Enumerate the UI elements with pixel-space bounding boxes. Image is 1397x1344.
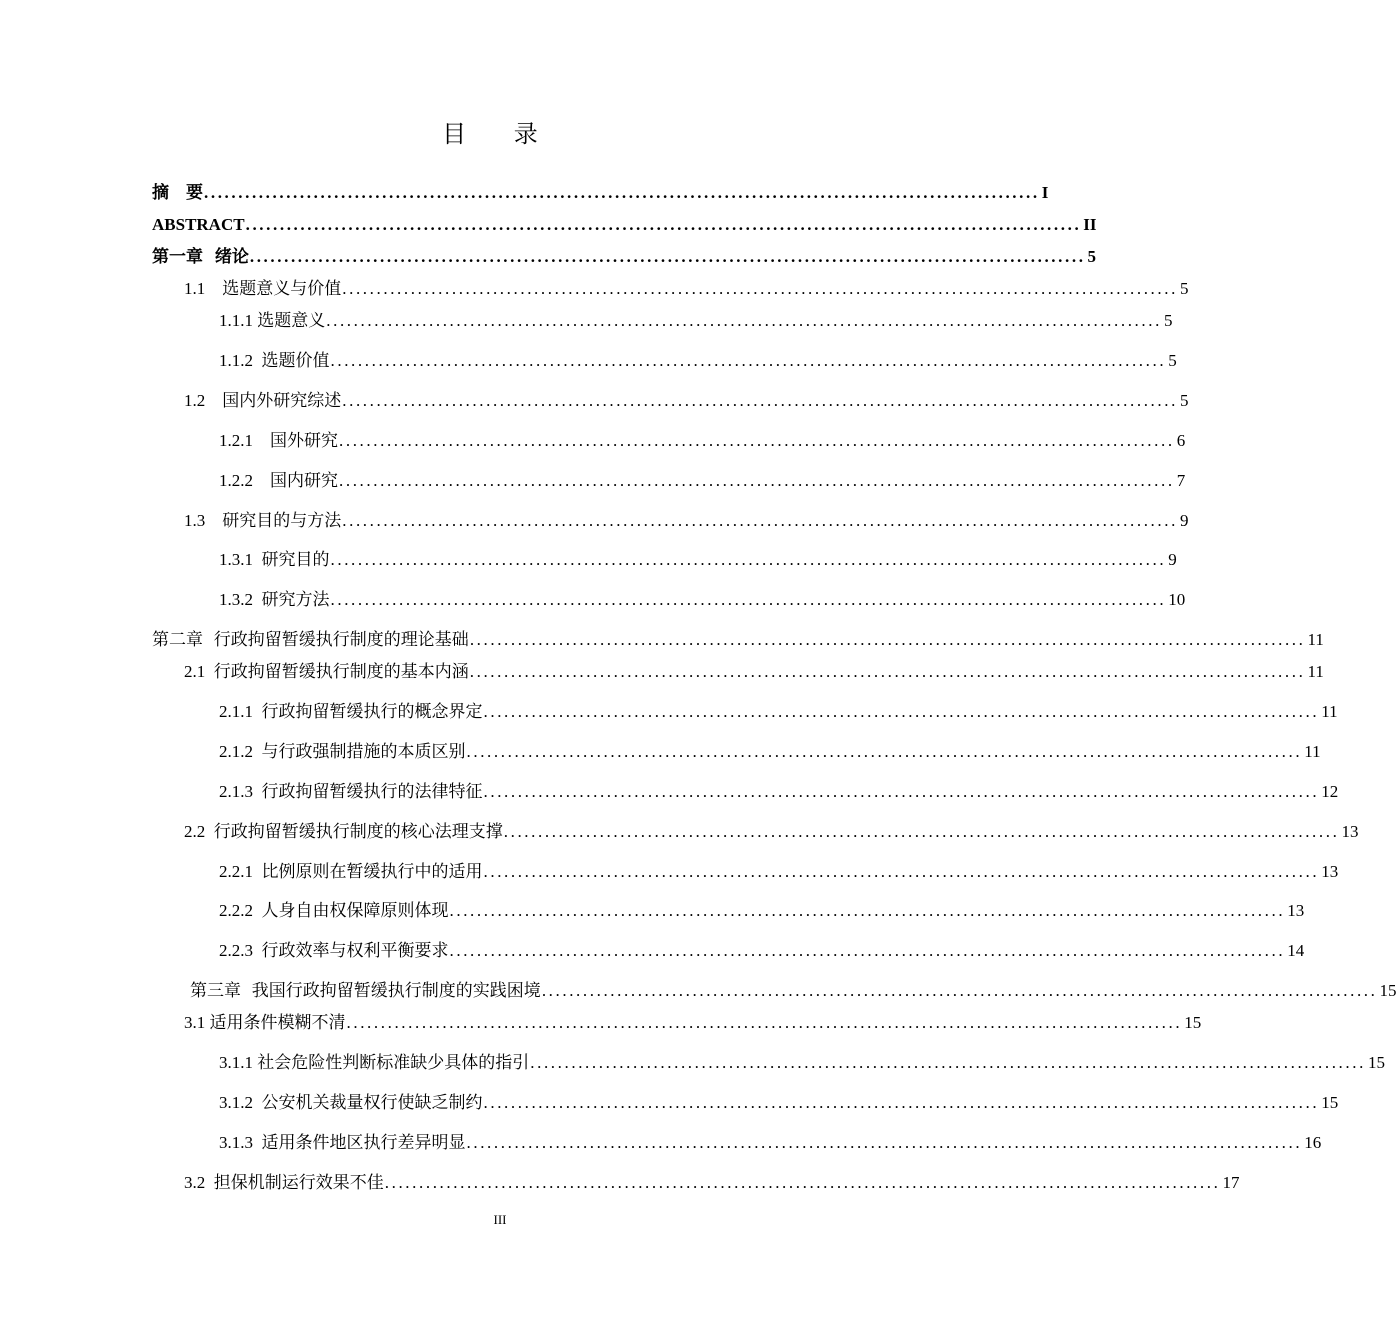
toc-entry-label: 1.2 国内外研究综述 [184,391,342,410]
toc-entry-label: 3.2 担保机制运行效果不佳 [184,1173,384,1192]
toc-entry-label: 1.1 选题意义与价值 [184,279,342,298]
toc-entry-page: 6 [1176,431,1186,450]
dot-leader: .......................................................................................................................... [483,702,1320,721]
dot-leader: .......................................................................................................................... [204,183,1040,202]
toc-entry-label: 3.1.2 公安机关裁量权行使缺乏制约 [219,1093,483,1112]
toc-entry-page: 15 [1367,1053,1385,1072]
toc-entry-1-3-2[interactable] [219,586,1186,614]
toc-entry-label: 2.2.3 行政效率与权利平衡要求 [219,941,449,960]
toc-entry-label: 第三章 我国行政拘留暂缓执行制度的实践困境 [190,981,541,1001]
toc-entry-label: 1.3.2 研究方法 [219,590,330,609]
toc-entry-page: 5 [1163,311,1173,330]
toc-entry-label: 第一章 绪论 [152,247,249,267]
page-number-footer: III [493,1212,507,1227]
toc-entry-abstract-en[interactable] [152,211,1097,239]
toc-entry-label: 3.1.3 适用条件地区执行差异明显 [219,1133,466,1152]
dot-leader: .......................................................................................................................... [342,279,1178,298]
toc-entry-label: 1.1.2 选题价值 [219,351,330,370]
toc-entry-3-2[interactable] [184,1169,1240,1197]
dot-leader: .......................................................................................................................... [469,630,1306,649]
dot-leader: .......................................................................................................................... [541,981,1378,1000]
toc-entry-2-2-2[interactable] [219,897,1305,925]
toc-entry-label: 2.2.1 比例原则在暂缓执行中的适用 [219,862,483,881]
dot-leader: .......................................................................................................................... [483,782,1320,801]
toc-entry-page: 15 [1184,1013,1202,1032]
toc-entry-2-2-1[interactable] [219,858,1339,886]
dot-leader: .......................................................................................................................... [469,662,1306,681]
toc-entry-page: 15 [1379,981,1397,1000]
toc-entry-page: 5 [1179,391,1189,410]
toc-entry-abstract-cn[interactable] [152,179,1049,207]
dot-leader: .......................................................................................................................... [466,742,1303,761]
dot-leader: .......................................................................................................................... [384,1173,1221,1192]
toc-entry-3-1[interactable] [184,1009,1202,1037]
toc-entry-1-2-1[interactable] [219,427,1186,455]
toc-entry-2-1[interactable] [184,658,1324,686]
toc-entry-2-1-1[interactable] [219,698,1338,726]
toc-entry-page: 11 [1307,662,1324,681]
toc-entry-3-1-2[interactable] [219,1089,1339,1117]
toc-entry-label: 1.1.1 选题意义 [219,311,326,330]
toc-entry-3-1-1[interactable] [219,1049,1385,1077]
toc-entry-1-2-2[interactable] [219,467,1186,495]
toc-entry-label: ABSTRACT [152,215,245,234]
toc-entry-page: 11 [1304,742,1321,761]
toc-entry-1-1[interactable] [184,275,1189,303]
toc-entry-label: 2.1.1 行政拘留暂缓执行的概念界定 [219,702,483,721]
toc-entry-page: 16 [1304,1133,1322,1152]
dot-leader: .......................................................................................................................... [346,1013,1183,1032]
toc-entry-label: 摘 要 [152,183,203,202]
toc-entry-page: 13 [1287,901,1305,920]
toc-entry-page: 17 [1222,1173,1240,1192]
toc-entry-1-1-2[interactable] [219,347,1177,375]
toc-entry-label: 1.3 研究目的与方法 [184,511,342,530]
toc-entry-label: 1.2.1 国外研究 [219,431,338,450]
toc-entry-label: 1.2.2 国内研究 [219,471,338,490]
dot-leader: .......................................................................................................................... [342,511,1178,530]
toc-entry-page: 15 [1321,1093,1339,1112]
dot-leader: .......................................................................................................................... [449,941,1286,960]
dot-leader: .......................................................................................................................... [339,431,1175,450]
dot-leader: .......................................................................................................................... [339,471,1175,490]
dot-leader: .......................................................................................................................... [449,901,1286,920]
toc-entry-page: 13 [1341,822,1359,841]
toc-entry-page: 5 [1179,279,1189,298]
toc-entry-label: 2.1.3 行政拘留暂缓执行的法律特征 [219,782,483,801]
dot-leader: .......................................................................................................................... [330,590,1167,609]
toc-entry-page: 7 [1176,471,1186,490]
toc-entry-2-1-2[interactable] [219,738,1321,766]
toc-entry-label: 第二章 行政拘留暂缓执行制度的理论基础 [152,630,469,650]
dot-leader: .......................................................................................................................... [466,1133,1303,1152]
dot-leader: .......................................................................................................................... [245,215,1082,234]
toc-entry-1-3-1[interactable] [219,546,1177,574]
toc-entry-2-1-3[interactable] [219,778,1339,806]
page-title: 目 录 [442,120,558,148]
dot-leader: .......................................................................................................................... [503,822,1340,841]
toc-entry-label: 2.1 行政拘留暂缓执行制度的基本内涵 [184,662,469,681]
toc-entry-label: 1.3.1 研究目的 [219,550,330,569]
toc-entry-1-1-1[interactable] [219,307,1173,335]
toc-entry-page: 5 [1087,247,1097,266]
toc-entry-label: 2.2.2 人身自由权保障原则体现 [219,901,449,920]
toc-entry-page: 11 [1321,702,1338,721]
toc-entry-label: 3.1.1 社会危险性判断标准缺少具体的指引 [219,1053,530,1072]
dot-leader: .......................................................................................................................... [249,247,1086,266]
dot-leader: .......................................................................................................................... [483,862,1320,881]
toc-entry-2-2[interactable] [184,818,1359,846]
dot-leader: .......................................................................................................................... [330,351,1167,370]
toc-entry-page: 13 [1321,862,1339,881]
toc-entry-label: 2.2 行政拘留暂缓执行制度的核心法理支撑 [184,822,503,841]
dot-leader: .......................................................................................................................... [530,1053,1366,1072]
toc-entry-1-3[interactable] [184,507,1189,535]
toc-entry-page: 5 [1168,351,1177,370]
toc-entry-page: 9 [1168,550,1177,569]
toc-entry-page: 10 [1168,590,1186,609]
toc-entry-page: II [1083,215,1097,234]
toc-entry-3-1-3[interactable] [219,1129,1322,1157]
dot-leader: .......................................................................................................................... [342,391,1178,410]
toc-entry-chapter-2[interactable] [152,626,1324,654]
dot-leader: .......................................................................................................................... [330,550,1167,569]
toc-entry-chapter-1[interactable] [152,243,1097,271]
dot-leader: .......................................................................................................................... [483,1093,1320,1112]
dot-leader: .......................................................................................................................... [326,311,1162,330]
toc-entry-label: 3.1 适用条件模糊不清 [184,1013,346,1032]
toc-entry-page: 11 [1307,630,1324,649]
toc-entry-label: 2.1.2 与行政强制措施的本质区别 [219,742,466,761]
toc-entry-page: 12 [1321,782,1339,801]
toc-entry-page: 14 [1287,941,1305,960]
toc-entry-1-2[interactable] [184,387,1189,415]
toc-entry-page: I [1041,183,1049,202]
toc-entry-page: 9 [1179,511,1189,530]
toc-entry-chapter-3[interactable] [190,977,1397,1005]
toc-entry-2-2-3[interactable] [219,937,1305,965]
